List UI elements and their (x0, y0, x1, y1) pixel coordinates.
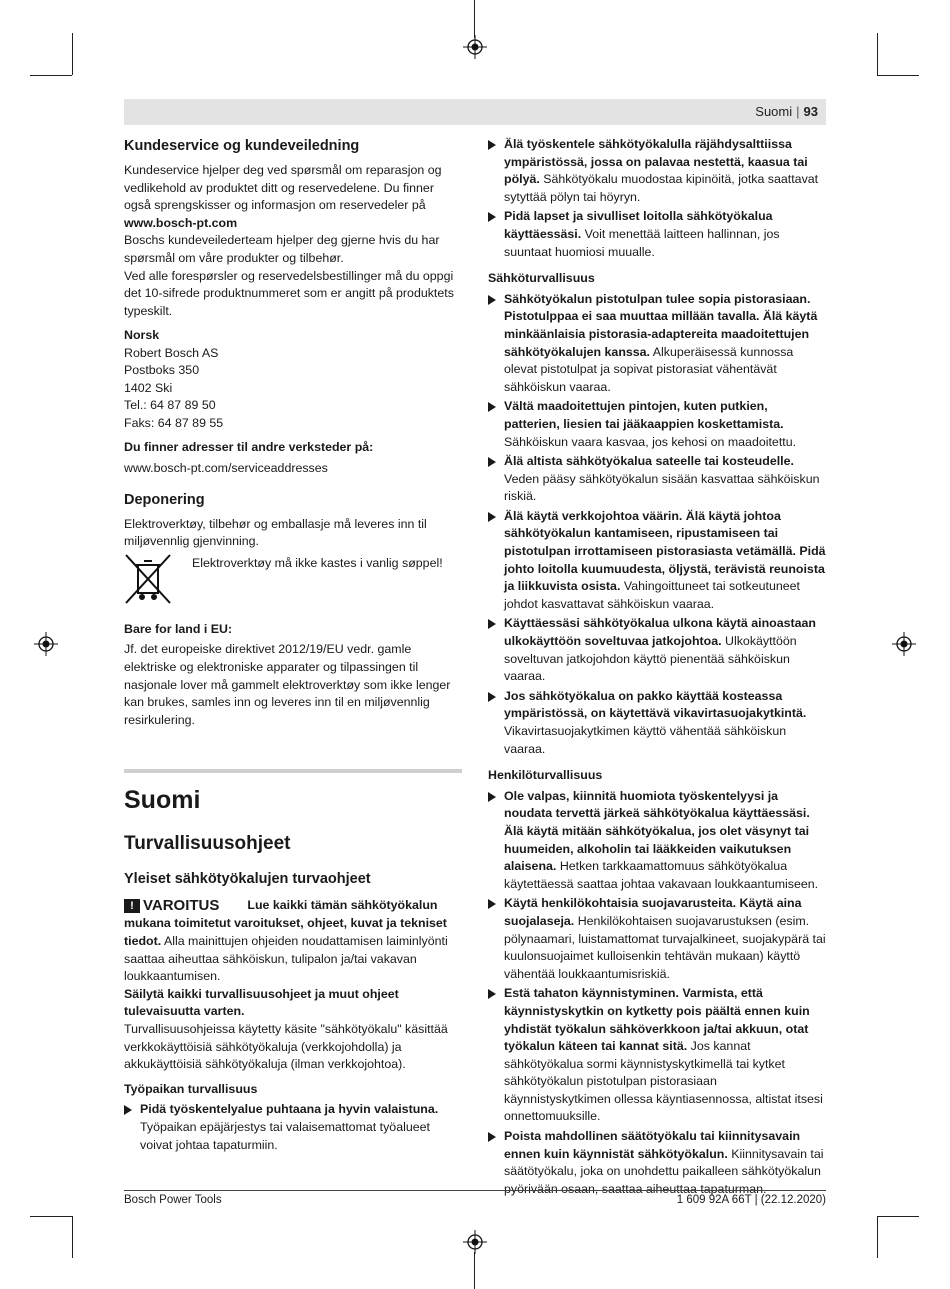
crop-mark (30, 1216, 72, 1217)
weee-text: Elektroverktøy må ikke kastes i vanlig søppel! (192, 555, 443, 570)
general-safety-heading: Yleiset sähkötyökalujen turvaohjeet (124, 871, 371, 888)
bullet-normal: Jos kannat sähkötyökalua sormi käynnistyskytkimellä tai kytket sähkötyökalun pistotulpan pistorasiaan käynnistyskytkimen ollessa käyntiasennossa, altistat itsesi onnettomuuksille. (504, 1039, 823, 1124)
bullet-normal: Sähkötyökalu muodostaa kipinöitä, jotka saattavat sytyttää pölyn tai höyryn. (504, 172, 819, 204)
safety-title: Turvallisuusohjeet (124, 833, 291, 855)
electrical-heading: Sähköturvallisuus (488, 271, 595, 286)
disposal-paragraph: Elektroverktøy, tilbehør og emballasje må leveres inn til miljøvennlig gjenvinning. (124, 516, 427, 549)
bullet-normal: Veden pääsy sähkötyökalun sisään kasvattaa sähköiskun riskiä. (504, 471, 820, 504)
bullet-normal: Henkilökohtaisen suojavarustuksen (esim. pölynaamari, luistamattomat turvajalkineet, suojakypärä tai kuulonsuojaimet kulloisenkin tehtävän mukaan) käyttö vähentää loukkaantumisriskiä. (504, 913, 826, 981)
bullet-normal: Kiinnitysavain tai säätötyökalu, joka on unohdettu paikalleen sähkötyökalun pyörivään osaan, saattaa aiheuttaa tapaturman. (504, 1146, 824, 1196)
registration-mark-icon (463, 1230, 487, 1254)
bullet-bold: Jos sähkötyökalua on pakko käyttää kosteassa ympäristössä, on käytettävä vikavirtasuojakytkintä. (504, 688, 807, 721)
bullet-normal: Alkuperäisessä kunnossa olevat pistotulpat ja sopivat pistorasiat vähentävät sähköiskun vaaraa. (504, 344, 794, 394)
bullet-bold: Sähkötyökalun pistotulpan tulee sopia pistorasiaan. Pistotulppaa ei saa muuttaa millään tavalla. Älä käytä minkäänlaisia pistorasia-adaptereita maadoitettujen sähkötyökalujen kanssa. (504, 291, 818, 359)
cs-paragraph: Kundeservice hjelper deg ved spørsmål om reparasjon og vedlikehold av produktet ditt og reservedelene. Du finner også sprengskisser og informasjon om reservedeler på (124, 163, 442, 213)
header-section: Suomi (755, 104, 793, 119)
cs-url: www.bosch-pt.com (124, 215, 238, 230)
list-item (488, 508, 826, 614)
page-header (124, 99, 826, 125)
list-item (488, 291, 826, 397)
list-item (488, 453, 826, 506)
list-item (488, 895, 826, 983)
list-item (488, 688, 826, 758)
page-number: 93 (803, 104, 818, 119)
bullet-bold: Älä työskentele sähkötyökalulla räjähdysalttiissa ympäristössä, jossa on palavaa nestettä, kaasua tai pölyä. (504, 137, 808, 187)
section-divider (124, 769, 462, 773)
bullet-arrow-icon (488, 619, 496, 629)
crop-mark (877, 1216, 878, 1258)
cs-paragraph: Boschs kundeveilederteam hjelper deg gjerne hvis du har spørsmål om våre produkter og tilbehør. (124, 233, 440, 265)
customer-service-heading: Kundeservice og kundeveiledning (124, 138, 360, 154)
warning-signal (124, 897, 219, 915)
bullet-bold: Käytä henkilökohtaisia suojavarusteita. Käytä aina suojalaseja. (504, 896, 802, 928)
left-column (124, 136, 464, 1156)
bullet-bold: Poista mahdollinen säätötyökalu tai kiinnitysavain ennen kuin käynnistät sähkötyökalun. (504, 1129, 801, 1161)
crop-mark (72, 33, 73, 75)
bullet-arrow-icon (488, 792, 496, 802)
bullet-normal: Sähköiskun vaara kasvaa, jos kehosi on maadoitettu. (504, 434, 797, 449)
address-line: Faks: 64 87 89 55 (124, 415, 224, 430)
bullet-normal: Hetken tarkkaamattomuus sähkötyökalua käytettäessä saattaa johtaa vakavaan loukkaantumiseen. (504, 859, 819, 891)
footer-brand: Bosch Power Tools (124, 1194, 222, 1206)
bullet-bold: Käyttäessäsi sähkötyökalua ulkona käytä ainoastaan ulkokäyttöön soveltuvaa jatkojohtoa. (504, 616, 816, 649)
bullet-normal: Vahingoittuneet tai sotkeutuneet johdot kasvattavat sähköiskun vaaraa. (504, 579, 800, 611)
warning-normal: Alla mainittujen ohjeiden noudattamisen laiminlyönti saattaa aiheuttaa sähköiskun, tulipalon ja/tai vakavan loukkaantumisen. (124, 933, 448, 984)
list-item (488, 208, 826, 261)
cs-paragraph: Ved alle forespørsler og reservedelsbestillinger må du oppgi det 10-sifrede produktnummeret som er angitt på produktets typeskilt. (124, 268, 454, 318)
bullet-arrow-icon (488, 402, 496, 412)
address-line: Tel.: 64 87 89 50 (124, 398, 216, 413)
bullet-bold: Pidä lapset ja sivulliset loitolla sähkötyökalua käyttäessäsi. (504, 209, 773, 241)
list-item (488, 615, 826, 685)
list-item (488, 788, 826, 894)
warning-icon: ! (124, 899, 140, 913)
language-title: Suomi (124, 786, 201, 815)
bullet-arrow-icon (488, 692, 496, 702)
page-label: Suomi | 93 (755, 104, 818, 119)
bullet-bold: Älä altista sähkötyökalua sateelle tai kosteudelle. (504, 454, 794, 469)
bullet-normal: Vikavirtasuojakytkimen käyttö vähentää sähköiskun vaaraa. (504, 724, 787, 756)
crop-mark (877, 1216, 919, 1217)
bullet-arrow-icon (488, 1132, 496, 1142)
address-line: Robert Bosch AS (124, 345, 219, 360)
eu-paragraph: Jf. det europeiske direktivet 2012/19/EU vedr. gamle elektriske og elektroniske apparater og tilpassingen til nasjonale lover må gammelt elektroverktøy som ikke lenger kan brukes, samles inn og leveres inn til en miljøvennlig resirkulering. (124, 642, 451, 727)
bullet-arrow-icon (488, 899, 496, 909)
warning-word: VAROITUS (143, 897, 220, 915)
disposal-heading: Deponering (124, 491, 205, 508)
right-column (488, 136, 826, 1200)
other-workshops-url: www.bosch-pt.com/serviceaddresses (124, 461, 328, 476)
footer-doc-id: 1 609 92A 66T | (22.12.2020) (676, 1194, 826, 1206)
list-item (124, 1101, 464, 1154)
bullet-arrow-icon (488, 989, 496, 999)
personal-heading: Henkilöturvallisuus (488, 768, 603, 783)
bullet-arrow-icon (488, 512, 496, 522)
address-line: Postboks 350 (124, 363, 200, 378)
bullet-bold: Älä käytä verkkojohtoa väärin. Älä käytä johtoa sähkötyökalun kantamiseen, ripustamiseen tai pistotulpan irrottamiseen pistorasiasta vetämällä. Pidä johto loitolla kuumuudesta, öljystä, terävistä reunoista ja liikkuvista osista. (504, 508, 826, 594)
list-item (488, 1128, 826, 1198)
list-item (488, 136, 826, 206)
bullet-arrow-icon (488, 295, 496, 305)
eu-heading: Bare for land i EU: (124, 621, 233, 636)
warning-bold: Lue kaikki tämän sähkötyökalun mukana toimitetut varoitukset, ohjeet, kuvat ja tekniset tiedot. (124, 898, 447, 948)
bullet-bold: Pidä työskentelyalue puhtaana ja hyvin valaistuna. (140, 1102, 439, 1117)
bullet-arrow-icon (488, 140, 496, 150)
weee-notice (124, 553, 464, 605)
bullet-arrow-icon (488, 457, 496, 467)
other-workshops-heading: Du finner adresser til andre verksteder på: (124, 440, 374, 455)
list-item (488, 985, 826, 1126)
crop-mark (474, 0, 475, 38)
crop-mark (877, 75, 919, 76)
crop-mark (474, 1252, 475, 1289)
address-line: 1402 Ski (124, 380, 173, 395)
crop-mark (877, 33, 878, 75)
bullet-arrow-icon (488, 212, 496, 222)
registration-mark-icon (463, 35, 487, 59)
registration-mark-icon (892, 632, 916, 656)
bullet-bold: Ole valpas, kiinnitä huomiota työskentelyysi ja noudata tervettä järkeä sähkötyökalua käyttäessäsi. Älä käytä mitään sähkötyökalua, jos olet väsynyt tai huumeiden, alkoholin tai lääkkeiden vaikutuksen alaisena. (504, 788, 810, 874)
list-item (488, 398, 826, 451)
warning-paragraph (124, 897, 464, 985)
registration-mark-icon (34, 632, 58, 656)
address-block (124, 345, 464, 433)
term-paragraph: Turvallisuusohjeissa käytetty käsite "sähkötyökalu" käsittää verkkokäyttöisiä sähkötyökaluja (verkkojohdolla) ja akkukäyttöisiä sähkötyökaluja (ilman verkkojohtoa). (124, 1021, 448, 1072)
page-footer (124, 1190, 826, 1206)
crop-mark (72, 1216, 73, 1258)
bullet-bold: Estä tahaton käynnistyminen. Varmista, että käynnistyskytkin on kytketty pois päältä ennen kuin yhdistät työkalun sähköverkkoon ja/tai akkuun, otat työkalun käteen tai kannat sitä. (504, 986, 810, 1054)
workplace-heading: Työpaikan turvallisuus (124, 1081, 258, 1096)
keep-instructions: Säilytä kaikki turvallisuusohjeet ja muut ohjeet tulevaisuutta varten. (124, 986, 399, 1019)
crossed-bin-icon (124, 553, 172, 605)
bullet-normal: Ulkokäyttöön soveltuvan jatkojohdon käyttö pienentää sähköiskun vaaraa. (504, 634, 797, 684)
country-heading: Norsk (124, 328, 160, 343)
bullet-bold: Vältä maadoitettujen pintojen, kuten putkien, patterien, liesien tai jääkaappien koskettamista. (504, 399, 784, 431)
bullet-normal: Työpaikan epäjärjestys tai valaisemattomat työalueet voivat johtaa tapaturmiin. (140, 1119, 430, 1152)
crop-mark (30, 75, 72, 76)
bullet-arrow-icon (124, 1105, 132, 1115)
bullet-normal: Voit menettää laitteen hallinnan, jos suuntaat huomiosi muualle. (504, 226, 780, 259)
